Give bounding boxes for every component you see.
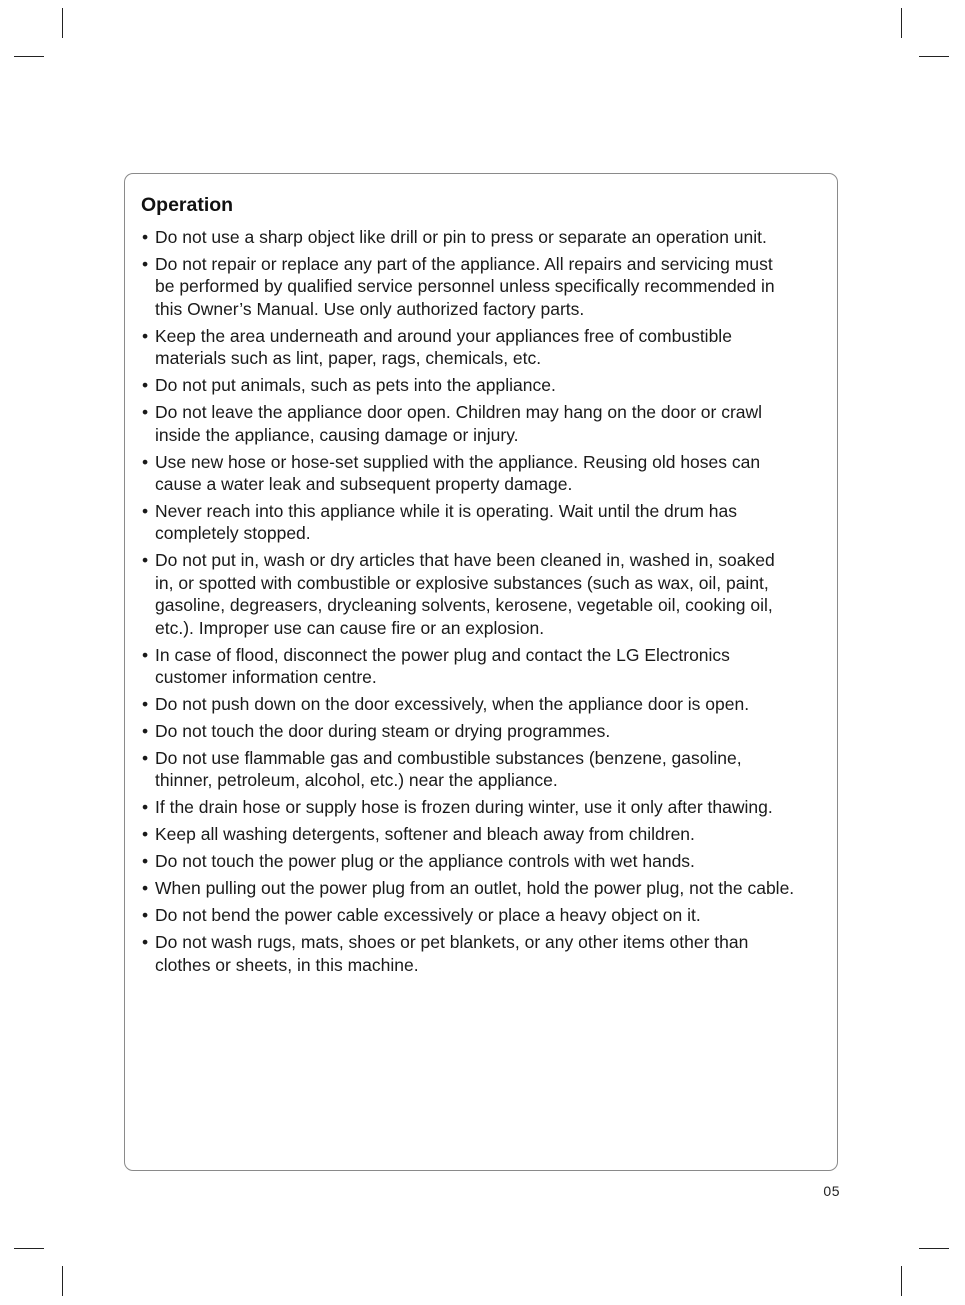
bullet-icon: • [142,721,149,742]
crop-mark-bottom-left-vertical [62,1266,63,1296]
bullet-icon: • [142,325,149,346]
list-item-line: Do not wash rugs, mats, shoes or pet blankets, or any other items other than [155,932,749,953]
list-item [141,549,841,639]
page-number: 05 [823,1183,840,1199]
list-item-line: If the drain hose or supply hose is frozen during winter, use it only after thawing. [155,797,773,818]
bullet-icon: • [142,501,149,522]
bullet-icon: • [142,824,149,845]
list-item-line: cause a water leak and subsequent property damage. [155,474,573,495]
list-item-line: etc.). Improper use can cause fire or an explosion. [155,617,545,638]
crop-mark-bottom-right-horizontal [919,1248,949,1249]
list-item-line: customer information centre. [155,667,377,688]
bullet-icon: • [142,227,149,247]
list-item [141,796,841,818]
list-item-line: Do not bend the power cable excessively or place a heavy object on it. [155,905,701,926]
list-item [141,374,841,396]
crop-mark-bottom-right-vertical [901,1266,902,1296]
crop-mark-top-left-vertical [62,8,63,38]
list-item-line: In case of flood, disconnect the power plug and contact the LG Electronics [155,644,730,665]
list-item-line: be performed by qualified service personnel unless specifically recommended in [155,276,775,297]
list-item [141,931,841,976]
list-item-line: Do not put in, wash or dry articles that have been cleaned in, washed in, soaked [155,550,775,571]
list-item-line: Do not repair or replace any part of the appliance. All repairs and servicing must [155,254,773,274]
list-item-line: Do not leave the appliance door open. Children may hang on the door or crawl [155,402,763,423]
list-item-line: Do not put animals, such as pets into the appliance. [155,375,556,396]
list-item-line: in, or spotted with combustible or explosive substances (such as wax, oil, paint, [155,572,769,593]
list-item [141,877,841,899]
list-item [141,451,841,496]
crop-mark-top-right-vertical [901,8,902,38]
list-item [141,401,841,446]
bullet-icon: • [142,905,149,926]
list-item-line: Do not push down on the door excessively, when the appliance door is open. [155,694,750,715]
bullet-icon: • [142,797,149,818]
list-item [141,823,841,845]
list-item-line: materials such as lint, paper, rags, chemicals, etc. [155,348,542,369]
list-item-line: gasoline, degreasers, drycleaning solvents, kerosene, vegetable oil, cooking oil, [155,595,773,616]
bullet-icon: • [142,254,149,274]
bullet-icon: • [142,402,149,423]
crop-mark-top-right-horizontal [919,56,949,57]
list-item [141,850,841,872]
bullet-icon: • [142,694,149,715]
bullet-icon: • [142,550,149,571]
list-item [141,904,841,926]
list-item-line: Do not touch the door during steam or drying programmes. [155,721,611,742]
bullet-icon: • [142,878,149,899]
list-item [141,747,841,792]
bullet-icon: • [142,748,149,769]
crop-mark-top-left-horizontal [14,56,44,57]
list-item-line: thinner, petroleum, alcohol, etc.) near the appliance. [155,770,558,791]
list-item [141,644,841,689]
bullet-icon: • [142,375,149,396]
list-item-line: clothes or sheets, in this machine. [155,954,419,975]
bullet-icon: • [142,851,149,872]
crop-mark-bottom-left-horizontal [14,1248,44,1249]
list-item-line: Do not use a sharp object like drill or pin to press or separate an operation unit. [155,227,767,247]
bullet-icon: • [142,644,149,665]
list-item-line: this Owner’s Manual. Use only authorized factory parts. [155,298,585,319]
bullet-icon: • [142,932,149,953]
list-item-line: Do not touch the power plug or the appliance controls with wet hands. [155,851,695,872]
list-item-line: completely stopped. [155,523,311,544]
list-item-line: Never reach into this appliance while it is operating. Wait until the drum has [155,501,738,522]
list-item [141,720,841,742]
safety-instructions-list [141,226,841,981]
list-item-line: Keep all washing detergents, softener and bleach away from children. [155,824,695,845]
list-item-line: Keep the area underneath and around your appliances free of combustible [155,325,732,346]
list-item-line: Use new hose or hose-set supplied with the appliance. Reusing old hoses can [155,451,761,472]
list-item-line: When pulling out the power plug from an outlet, hold the power plug, not the cable. [155,878,795,899]
list-item [141,325,841,370]
list-item [141,500,841,545]
list-item [141,253,841,320]
list-item-line: Do not use flammable gas and combustible substances (benzene, gasoline, [155,748,742,769]
list-item-line: inside the appliance, causing damage or injury. [155,424,519,445]
bullet-icon: • [142,451,149,472]
list-item [141,693,841,715]
section-title: Operation [141,194,234,216]
list-item [141,226,841,248]
